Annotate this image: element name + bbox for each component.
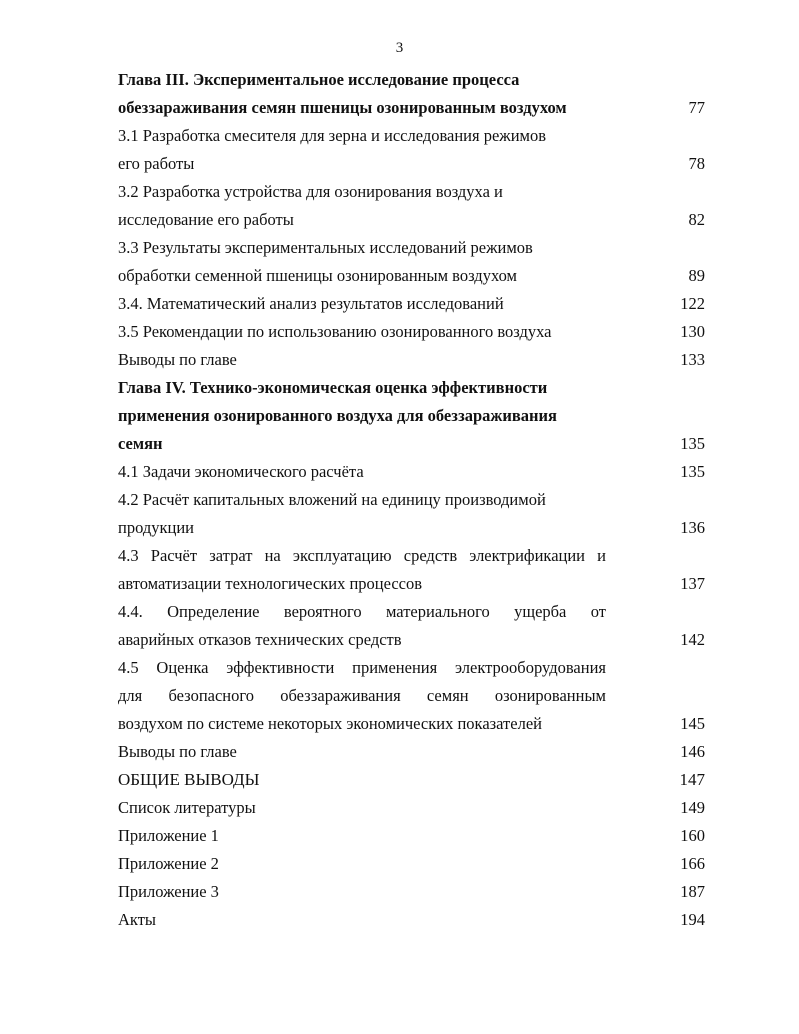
toc-entry-line: Выводы по главе: [118, 350, 237, 369]
toc-entry: [118, 458, 708, 486]
toc-entry-line: исследование его работы: [118, 210, 294, 229]
toc-entry-line: аварийных отказов технических средств: [118, 630, 402, 649]
toc-entry-title: [118, 486, 606, 542]
toc-entry-page: 82: [688, 210, 705, 229]
toc-entry-line: 3.1 Разработка смесителя для зерна и исследования режимов: [118, 126, 547, 145]
toc-entry-line: обеззараживания семян пшеницы озонированным воздухом: [118, 98, 567, 117]
page-number: 3: [395, 40, 404, 56]
toc-entry-title: [118, 766, 606, 794]
toc-entry-page: 166: [680, 854, 705, 873]
toc-entry-title: [118, 850, 606, 878]
toc-entry: [118, 822, 708, 850]
toc-entry: [118, 234, 708, 290]
toc-entry-page: 147: [679, 770, 705, 789]
toc-entry-line: продукции: [118, 518, 195, 537]
toc-entry-page: 122: [680, 294, 705, 313]
toc-entry-line: Приложение 3: [118, 882, 219, 901]
toc-entry: [118, 178, 708, 234]
toc-entry-line: 4.4. Определение вероятного материального ущерба от: [118, 602, 606, 621]
toc-entry-line: обработки семенной пшеницы озонированным воздухом: [118, 266, 517, 285]
toc-entry: [118, 486, 708, 542]
toc-entry: [118, 346, 708, 374]
toc-entry-page: 77: [688, 98, 705, 117]
toc-entry: [118, 290, 708, 318]
toc-entry-page: 133: [680, 350, 705, 369]
toc-entry-line: для безопасного обеззараживания семян озонированным: [118, 686, 606, 705]
toc-entry-line: ОБЩИЕ ВЫВОДЫ: [118, 770, 260, 789]
toc-entry-line: 3.5 Рекомендации по использованию озонированного воздуха: [118, 322, 552, 341]
toc-entry-title: [118, 374, 606, 458]
toc-entry: [118, 598, 708, 654]
toc-entry-title: [118, 178, 606, 234]
toc-entry-title: [118, 66, 606, 122]
toc-entry-page: 142: [680, 630, 705, 649]
toc-entry: [118, 66, 708, 122]
toc-entry: [118, 850, 708, 878]
toc-entry-line: 3.2 Разработка устройства для озонирования воздуха и: [118, 182, 503, 201]
toc-entry-line: 4.5 Оценка эффективности применения электрооборудования: [118, 658, 606, 677]
toc-entry-title: [118, 738, 606, 766]
toc-entry-line: Приложение 2: [118, 854, 219, 873]
toc-entry: [118, 794, 708, 822]
toc-entry-page: 135: [680, 462, 705, 481]
toc-entry-line: автоматизации технологических процессов: [118, 574, 423, 593]
toc-entry-line: его работы: [118, 154, 195, 173]
toc-entry: [118, 654, 708, 738]
toc-entry-title: [118, 654, 606, 738]
toc-entry-page: 137: [680, 574, 705, 593]
toc-entry: [118, 738, 708, 766]
toc-entry-title: [118, 234, 606, 290]
toc-entry-line: семян: [118, 434, 163, 453]
toc-entry: [118, 318, 708, 346]
toc-entry-page: 78: [688, 154, 705, 173]
toc-entry-page: 89: [688, 266, 705, 285]
toc-entry: [118, 374, 708, 458]
toc-entry-title: [118, 318, 606, 346]
toc-entry-line: 4.1 Задачи экономического расчёта: [118, 462, 364, 481]
toc-entry-page: 136: [680, 518, 705, 537]
toc-entry-line: Выводы по главе: [118, 742, 237, 761]
toc-entry: [118, 906, 708, 934]
toc-entry-title: [118, 122, 606, 178]
toc-entry: [118, 878, 708, 906]
toc-entry-title: [118, 542, 606, 598]
toc-entry-page: 160: [680, 826, 705, 845]
toc-entry-title: [118, 290, 606, 318]
toc-entry-line: 3.3 Результаты экспериментальных исследований режимов: [118, 238, 533, 257]
table-of-contents: [118, 66, 708, 934]
toc-entry-title: [118, 906, 606, 934]
toc-entry: [118, 122, 708, 178]
toc-entry: [118, 542, 708, 598]
toc-entry-line: 4.2 Расчёт капитальных вложений на единицу производимой: [118, 490, 546, 509]
toc-entry-line: Глава III. Экспериментальное исследование процесса: [118, 70, 520, 89]
toc-entry-line: Список литературы: [118, 798, 256, 817]
toc-entry-page: 149: [680, 798, 705, 817]
toc-entry-page: 187: [680, 882, 705, 901]
toc-entry-title: [118, 598, 606, 654]
toc-entry: [118, 766, 708, 794]
toc-entry-page: 135: [680, 434, 705, 453]
toc-entry-title: [118, 458, 606, 486]
toc-entry-line: применения озонированного воздуха для обеззараживания: [118, 406, 557, 425]
toc-entry-line: Акты: [118, 910, 157, 929]
toc-entry-title: [118, 878, 606, 906]
toc-entry-page: 145: [680, 714, 705, 733]
toc-entry-line: воздухом по системе некоторых экономических показателей: [118, 714, 542, 733]
toc-entry-page: 130: [680, 322, 705, 341]
toc-entry-line: Приложение 1: [118, 826, 219, 845]
toc-entry-page: 146: [680, 742, 705, 761]
toc-entry-line: Глава IV. Технико-экономическая оценка эффективности: [118, 378, 548, 397]
toc-entry-title: [118, 346, 606, 374]
toc-entry-line: 3.4. Математический анализ результатов исследований: [118, 294, 504, 313]
toc-entry-title: [118, 794, 606, 822]
toc-entry-line: 4.3 Расчёт затрат на эксплуатацию средств электрификации и: [118, 546, 606, 565]
toc-entry-title: [118, 822, 606, 850]
toc-entry-page: 194: [680, 910, 705, 929]
